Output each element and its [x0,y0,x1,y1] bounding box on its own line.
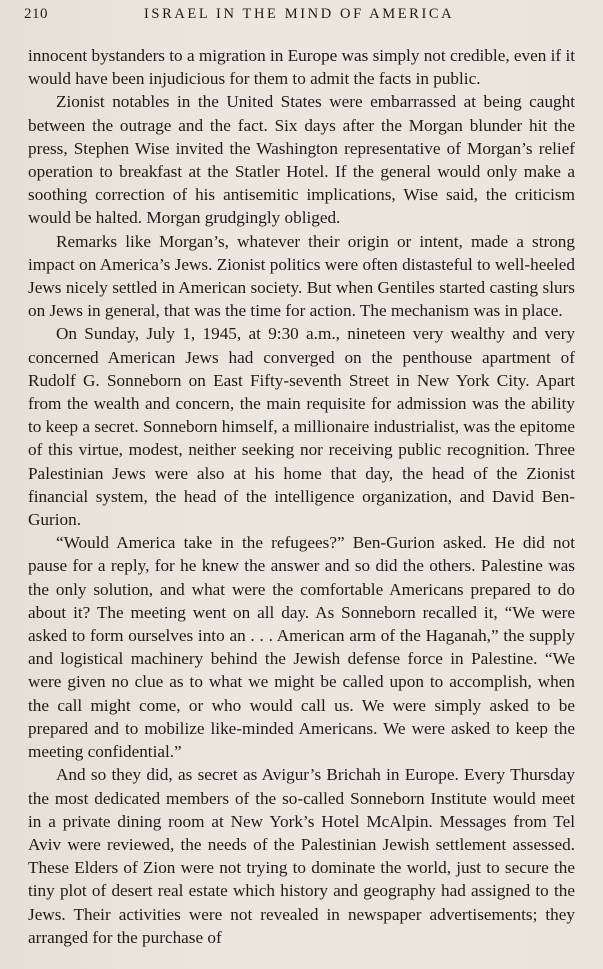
paragraph: And so they did, as secret as Avigur’s Brichah in Europe. Every Thursday the most dedicated members of the so-called Sonneborn Institute would meet in a private dining room at New York’s Hotel McAlpin. Messages from Tel Aviv were reviewed, the needs of the Palestinian Jewish settlement assessed. These Elders of Zion were not trying to dominate the world, just to secure the tiny plot of desert real estate which history and geography had assigned to the Jews. Their activities were not revealed in newspaper advertisements; they arranged for the purchase of [28,765,575,947]
page-number: 210 [24,6,48,22]
body-text [28,44,575,949]
paragraph: Zionist notables in the United States were embarrassed at being caught between the outrage and the fact. Six days after the Morgan blunder hit the press, Stephen Wise invited the Washington representative of Morgan’s relief operation to breakfast at the Statler Hotel. If the general would only make a soothing correction of his antisemitic implications, Wise said, the criticism would be halted. Morgan grudgingly obliged. [28,92,575,228]
paragraph: innocent bystanders to a migration in Europe was simply not credible, even if it would have been injudicious for them to admit the facts in public. [28,46,576,89]
paragraph: “Would America take in the refugees?” Ben-Gurion asked. He did not pause for a reply, for he knew the answer and so did the others. Palestine was the only solution, and what were the comfortable Americans prepared to do about it? The meeting went on all day. As Sonneborn recalled it, “We were asked to form ourselves into an . . . American arm of the Haganah,” the supply and logistical machinery behind the Jewish defense force in Palestine. “We were given no clue as to what we might be called upon to accomplish, when the call might come, or who would call us. We were simply asked to be prepared and to mobilize like-minded Americans. We were asked to keep the meeting confidential.” [28,533,575,762]
running-head-title: ISRAEL IN THE MIND OF AMERICA [144,6,455,22]
running-head [24,6,575,28]
paragraph: Remarks like Morgan’s, whatever their origin or intent, made a strong impact on America’s Jews. Zionist politics were often distasteful to well-heeled Jews nicely settled in American society. But when Gentiles started casting slurs on Jews in general, that was the time for action. The mechanism was in place. [28,231,575,321]
paragraph: On Sunday, July 1, 1945, at 9:30 a.m., nineteen very wealthy and very concerned American Jews had converged on the penthouse apartment of Rudolf G. Sonneborn on East Fifty-seventh Street in New York City. Apart from the wealth and concern, the main requisite for admission was the ability to keep a secret. Sonneborn himself, a millionaire industrialist, was the epitome of this virtue, modest, neither seeking nor receiving public recognition. Three Palestinian Jews were also at his home that day, the head of the Zionist financial system, the head of the intelligence organization, and David Ben-Gurion. [28,324,575,530]
